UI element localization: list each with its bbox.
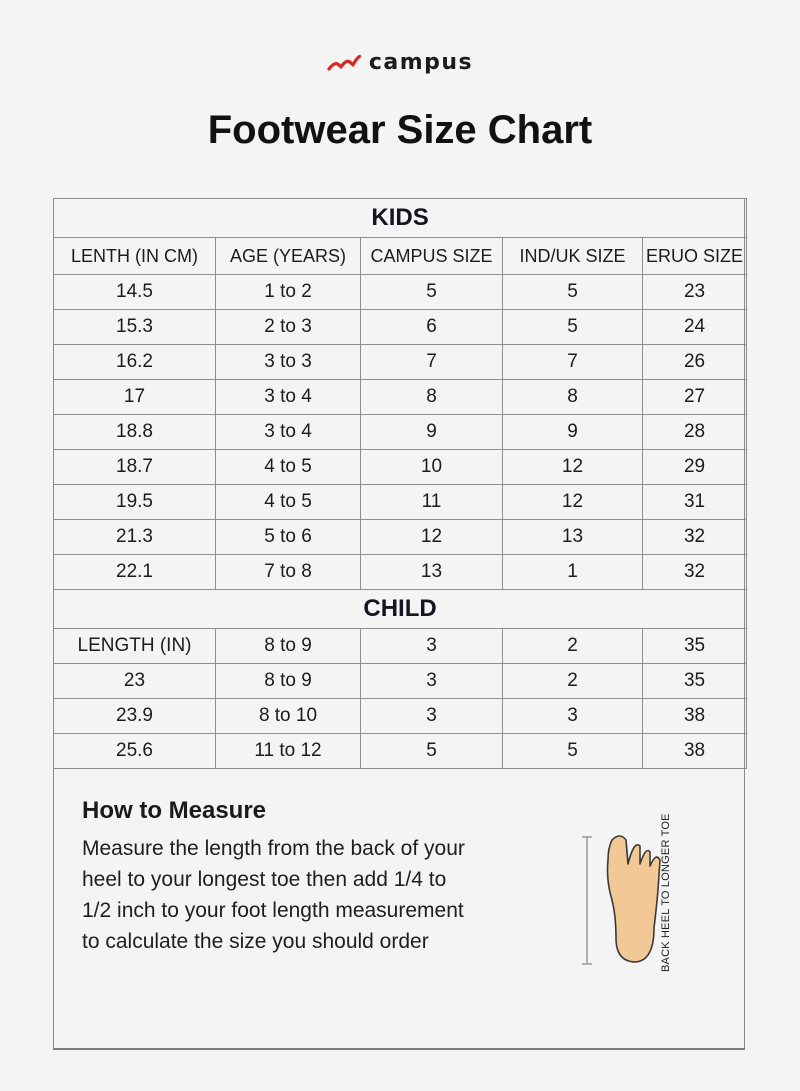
cell-ind-uk-size: 5 xyxy=(503,310,643,345)
cell-length: LENGTH (IN) xyxy=(54,629,216,664)
cell-campus-size: 11 xyxy=(361,485,503,520)
cell-euro-size: 38 xyxy=(643,699,747,734)
table-row xyxy=(54,485,747,520)
cell-ind-uk-size: 12 xyxy=(503,450,643,485)
size-chart-table xyxy=(53,198,747,769)
col-header-euro-size: ERUO SIZE xyxy=(643,238,747,275)
cell-length: 18.8 xyxy=(54,415,216,450)
cell-length: 16.2 xyxy=(54,345,216,380)
cell-age: 3 to 3 xyxy=(216,345,361,380)
cell-campus-size: 7 xyxy=(361,345,503,380)
brand-name: campus xyxy=(368,50,474,75)
campus-swoosh-icon xyxy=(327,55,361,71)
page-title: Footwear Size Chart xyxy=(207,108,593,152)
cell-length: 23 xyxy=(54,664,216,699)
foot-outline-icon xyxy=(578,820,718,980)
col-header-length: LENTH (IN CM) xyxy=(54,238,216,275)
table-row xyxy=(54,520,747,555)
cell-euro-size: 32 xyxy=(643,520,747,555)
cell-age: 8 to 9 xyxy=(216,664,361,699)
cell-length: 18.7 xyxy=(54,450,216,485)
cell-euro-size: 35 xyxy=(643,629,747,664)
table-row xyxy=(54,699,747,734)
cell-campus-size: 3 xyxy=(361,629,503,664)
cell-ind-uk-size: 9 xyxy=(503,415,643,450)
cell-campus-size: 3 xyxy=(361,699,503,734)
cell-age: 8 to 10 xyxy=(216,699,361,734)
col-header-campus-size: CAMPUS SIZE xyxy=(361,238,503,275)
col-header-age: AGE (YEARS) xyxy=(216,238,361,275)
cell-length: 19.5 xyxy=(54,485,216,520)
instruction-line: Measure the length from the back of your xyxy=(82,837,465,860)
cell-euro-size: 31 xyxy=(643,485,747,520)
cell-age: 3 to 4 xyxy=(216,415,361,450)
cell-campus-size: 10 xyxy=(361,450,503,485)
cell-ind-uk-size: 12 xyxy=(503,485,643,520)
cell-age: 7 to 8 xyxy=(216,555,361,590)
cell-length: 21.3 xyxy=(54,520,216,555)
cell-euro-size: 29 xyxy=(643,450,747,485)
cell-age: 5 to 6 xyxy=(216,520,361,555)
instruction-line: 1/2 inch to your foot length measurement xyxy=(82,899,464,922)
cell-age: 4 to 5 xyxy=(216,450,361,485)
how-to-measure-heading: How to Measure xyxy=(82,797,267,824)
table-row xyxy=(54,664,747,699)
cell-length: 23.9 xyxy=(54,699,216,734)
cell-campus-size: 9 xyxy=(361,415,503,450)
cell-euro-size: 28 xyxy=(643,415,747,450)
how-to-measure-text xyxy=(82,833,552,957)
measurement-label: BACK HEEL TO LONGER TOE xyxy=(660,813,672,972)
brand-logo xyxy=(0,50,800,75)
cell-euro-size: 26 xyxy=(643,345,747,380)
foot-illustration xyxy=(578,820,718,980)
table-row xyxy=(54,310,747,345)
table-row xyxy=(54,415,747,450)
cell-euro-size: 24 xyxy=(643,310,747,345)
table-row xyxy=(54,450,747,485)
cell-ind-uk-size: 2 xyxy=(503,629,643,664)
cell-length: 25.6 xyxy=(54,734,216,769)
cell-length: 14.5 xyxy=(54,275,216,310)
cell-campus-size: 3 xyxy=(361,664,503,699)
cell-campus-size: 5 xyxy=(361,734,503,769)
cell-campus-size: 5 xyxy=(361,275,503,310)
cell-ind-uk-size: 7 xyxy=(503,345,643,380)
table-row xyxy=(54,629,747,664)
cell-campus-size: 6 xyxy=(361,310,503,345)
cell-euro-size: 23 xyxy=(643,275,747,310)
cell-euro-size: 32 xyxy=(643,555,747,590)
table-row xyxy=(54,734,747,769)
cell-ind-uk-size: 2 xyxy=(503,664,643,699)
cell-age: 8 to 9 xyxy=(216,629,361,664)
cell-age: 3 to 4 xyxy=(216,380,361,415)
cell-length: 15.3 xyxy=(54,310,216,345)
cell-age: 4 to 5 xyxy=(216,485,361,520)
cell-age: 2 to 3 xyxy=(216,310,361,345)
table-row xyxy=(54,345,747,380)
cell-ind-uk-size: 5 xyxy=(503,275,643,310)
instruction-line: to calculate the size you should order xyxy=(82,930,429,953)
table-row xyxy=(54,275,747,310)
table-row xyxy=(54,380,747,415)
cell-ind-uk-size: 3 xyxy=(503,699,643,734)
cell-campus-size: 13 xyxy=(361,555,503,590)
how-to-measure-section xyxy=(82,797,552,957)
cell-ind-uk-size: 8 xyxy=(503,380,643,415)
cell-euro-size: 35 xyxy=(643,664,747,699)
col-header-ind-uk-size: IND/UK SIZE xyxy=(503,238,643,275)
cell-euro-size: 38 xyxy=(643,734,747,769)
cell-age: 11 to 12 xyxy=(216,734,361,769)
instruction-line: heel to your longest toe then add 1/4 to xyxy=(82,868,447,891)
cell-ind-uk-size: 1 xyxy=(503,555,643,590)
cell-length: 22.1 xyxy=(54,555,216,590)
cell-euro-size: 27 xyxy=(643,380,747,415)
cell-ind-uk-size: 13 xyxy=(503,520,643,555)
cell-length: 17 xyxy=(54,380,216,415)
child-section-header: CHILD xyxy=(54,590,747,629)
cell-ind-uk-size: 5 xyxy=(503,734,643,769)
cell-age: 1 to 2 xyxy=(216,275,361,310)
kids-column-headers xyxy=(54,238,747,275)
kids-section-header: KIDS xyxy=(54,199,747,238)
cell-campus-size: 8 xyxy=(361,380,503,415)
cell-campus-size: 12 xyxy=(361,520,503,555)
table-row xyxy=(54,555,747,590)
